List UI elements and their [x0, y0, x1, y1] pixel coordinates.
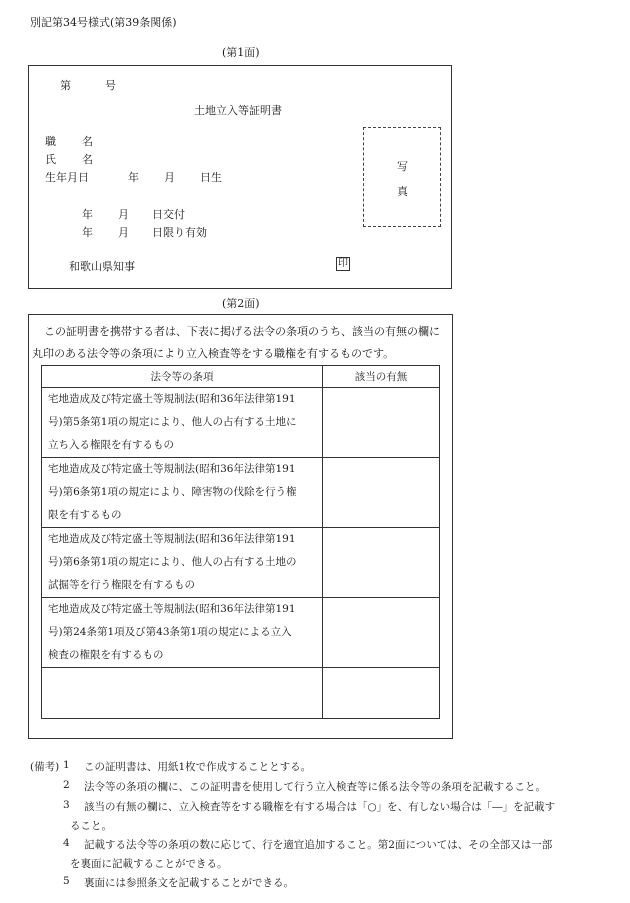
valid-month: 月	[118, 226, 129, 239]
table-row	[42, 528, 440, 598]
clause-line: 立ち入る権限を有するもの	[48, 439, 174, 451]
page2-heading: (第2面)	[222, 297, 260, 310]
birth-year: 年	[128, 171, 139, 184]
shi-mei-label: 名	[82, 153, 93, 166]
clause-line: 宅地造成及び特定盛土等規制法(昭和36年法律第191	[48, 393, 296, 405]
clause-line: 宅地造成及び特定盛土等規制法(昭和36年法律第191	[48, 533, 296, 545]
clause-column-header: 法令等の条項	[42, 366, 323, 388]
applicable-column-header: 該当の有無	[323, 366, 440, 388]
valid-until: 日限り有効	[152, 226, 207, 239]
issue-day: 日交付	[152, 208, 185, 221]
applicable-cell[interactable]	[323, 528, 440, 598]
birth-month: 月	[164, 171, 175, 184]
note-text: 該当の有無の欄に、立入検査等をする職権を有する場合は「○」を、有しない場合は「―」を記載す	[84, 801, 556, 813]
clause-cell	[42, 458, 323, 528]
note-text: 記載する法令等の条項の数に応じて、行を適宜追加すること。第2面については、その全部又は一部	[84, 839, 553, 851]
note-continuation: を裏面に記載することができる。	[70, 858, 228, 870]
table-row	[42, 388, 440, 458]
clause-line: 検査の権限を有するもの	[48, 649, 164, 661]
note-number: 5	[63, 875, 70, 887]
clause-line: 宅地造成及び特定盛土等規制法(昭和36年法律第191	[48, 603, 296, 615]
photo-box	[363, 127, 441, 227]
clause-cell	[42, 388, 323, 458]
photo-label-1: 写	[397, 160, 408, 173]
clause-line: 試掘等を行う権限を有するもの	[48, 579, 195, 591]
clause-line: 号)第5条第1項の規定により、他人の占有する土地に	[48, 416, 297, 428]
shoku-label: 職	[45, 135, 56, 148]
page1-heading: (第1面)	[222, 46, 260, 59]
photo-label-2: 真	[397, 185, 408, 198]
birth-day: 日生	[200, 171, 222, 184]
clause-line: 号)第6条第1項の規定により、他人の占有する土地の	[48, 556, 297, 568]
note-text: この証明書は、用紙1枚で作成することとする。	[84, 761, 312, 773]
shi-label: 氏	[45, 153, 56, 166]
intro-line-2: 丸印のある法令等の条項により立入検査等をする職権を有するものです。	[32, 347, 395, 360]
clause-cell	[42, 598, 323, 668]
note-text: 裏面には参照条文を記載することができる。	[84, 877, 294, 889]
table-row	[42, 598, 440, 668]
note-continuation: ること。	[70, 820, 112, 832]
applicable-cell[interactable]	[323, 598, 440, 668]
valid-year: 年	[82, 226, 93, 239]
clause-cell	[42, 528, 323, 598]
birth-label: 生年月日	[45, 171, 89, 184]
clause-line: 号)第24条第1項及び第43条第1項の規定による立入	[48, 626, 292, 638]
certificate-dai: 第	[60, 79, 71, 92]
issuer-name: 和歌山県知事	[69, 260, 135, 273]
form-label: 別記第34号様式(第39条関係)	[30, 16, 177, 29]
clause-line: 限を有するもの	[48, 509, 122, 521]
applicable-cell-empty[interactable]	[323, 668, 440, 719]
applicable-cell[interactable]	[323, 458, 440, 528]
intro-line-1: この証明書を携帯する者は、下表に掲げる法令の条項のうち、該当の有無の欄に	[44, 325, 440, 338]
certificate-title: 土地立入等証明書	[194, 104, 282, 117]
note-text: 法令等の条項の欄に、この証明書を使用して行う立入検査等に係る法令等の条項を記載すること。	[84, 781, 546, 793]
certificate-go: 号	[105, 79, 116, 92]
clause-cell-empty[interactable]	[42, 668, 323, 719]
clause-table	[41, 365, 440, 719]
clause-line: 宅地造成及び特定盛土等規制法(昭和36年法律第191	[48, 463, 296, 475]
table-row-empty	[42, 668, 440, 719]
applicable-cell[interactable]	[323, 388, 440, 458]
notes-label: (備考)	[30, 761, 60, 773]
note-number: 1	[63, 759, 70, 771]
table-row	[42, 458, 440, 528]
note-number: 3	[63, 799, 70, 811]
issue-month: 月	[118, 208, 129, 221]
seal-mark: 印	[338, 258, 348, 269]
issue-year: 年	[82, 208, 93, 221]
clause-line: 号)第6条第1項の規定により、障害物の伐除を行う権	[48, 486, 297, 498]
note-number: 4	[63, 837, 70, 849]
table-header-row	[42, 366, 440, 388]
shoku-mei-label: 名	[82, 135, 93, 148]
note-number: 2	[63, 779, 70, 791]
